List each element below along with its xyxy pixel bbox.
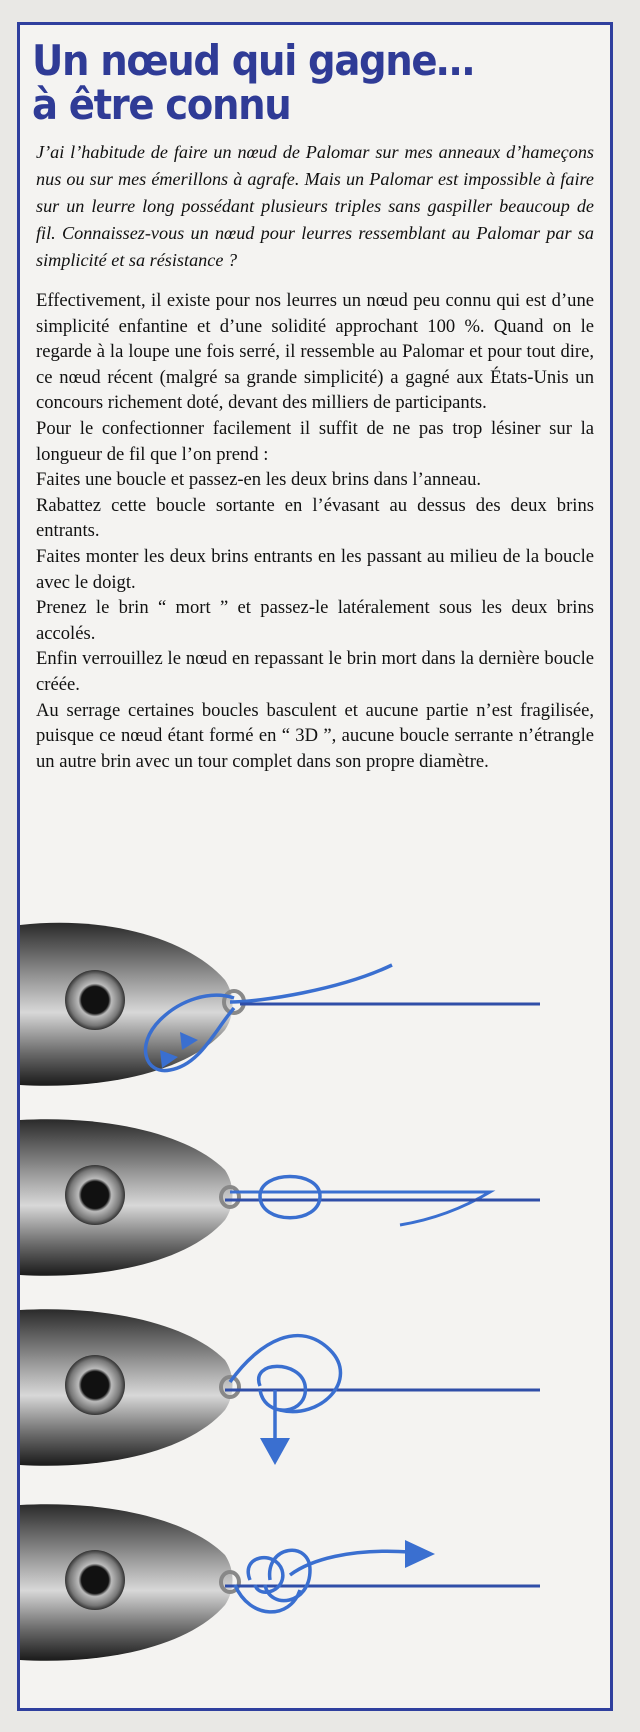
conclusion-paragraph: Au serrage certaines boucles basculent et aucune partie n’est fragilisée, puisque ce nœud étant formé en “ 3D ”, aucune boucle serrante n’étrangle un autre brin avec un tour complet dans son propre diamètre. — [36, 699, 594, 772]
step-2: Rabattez cette boucle sortante en l’évasant au dessus des deux brins entrants. — [36, 494, 594, 542]
article-title — [32, 36, 564, 129]
knot-step-4 — [20, 1504, 540, 1661]
step-5: Enfin verrouillez le nœud en repassant le brin mort dans la dernière boucle créée. — [36, 648, 594, 695]
step-4: Prenez le brin “ mort ” et passez-le latéralement sous les deux brins accolés. — [36, 597, 594, 644]
step-3: Faites monter les deux brins entrants en les passant au milieu de la boucle avec le doigt. — [36, 545, 594, 593]
title-line-1: Un nœud qui gagne… — [32, 36, 474, 85]
answer-paragraph-2: Pour le confectionner facilement il suffit de ne pas trop lésiner sur la longueur de fil que l’on prend : — [36, 417, 594, 465]
knot-step-3 — [20, 1309, 540, 1466]
answer-paragraph-1: Effectivement, il existe pour nos leurres un nœud peu connu qui est d’une simplicité enfantine et d’une solidité approchant 100 %. Quand on le regarde à la loupe une fois serré, il ressemble au Palomar et pour tout dire, ce nœud récent (malgré sa grande simplicité) a gagné aux États-Unis un concours richement doté, devant des milliers de participants. — [36, 290, 594, 414]
title-line-2: à être connu — [32, 80, 291, 129]
answer-text — [36, 288, 594, 774]
article-frame — [17, 22, 613, 1711]
step-1: Faites une boucle et passez-en les deux brins dans l’anneau. — [36, 469, 482, 491]
knot-illustration — [20, 920, 610, 1710]
reader-question: J’ai l’habitude de faire un nœud de Palomar sur mes anneaux d’hameçons nus ou sur mes émerillons à agrafe. Mais un Palomar est impossible à faire sur un leurre long possédant plusieurs triples sans gaspiller beaucoup de fil. Connaissez-vous un nœud pour leurres ressemblant au Palomar par sa simplicité et sa résistance ? — [36, 142, 594, 270]
knot-step-1 — [20, 923, 540, 1086]
knot-step-2 — [20, 1119, 540, 1276]
